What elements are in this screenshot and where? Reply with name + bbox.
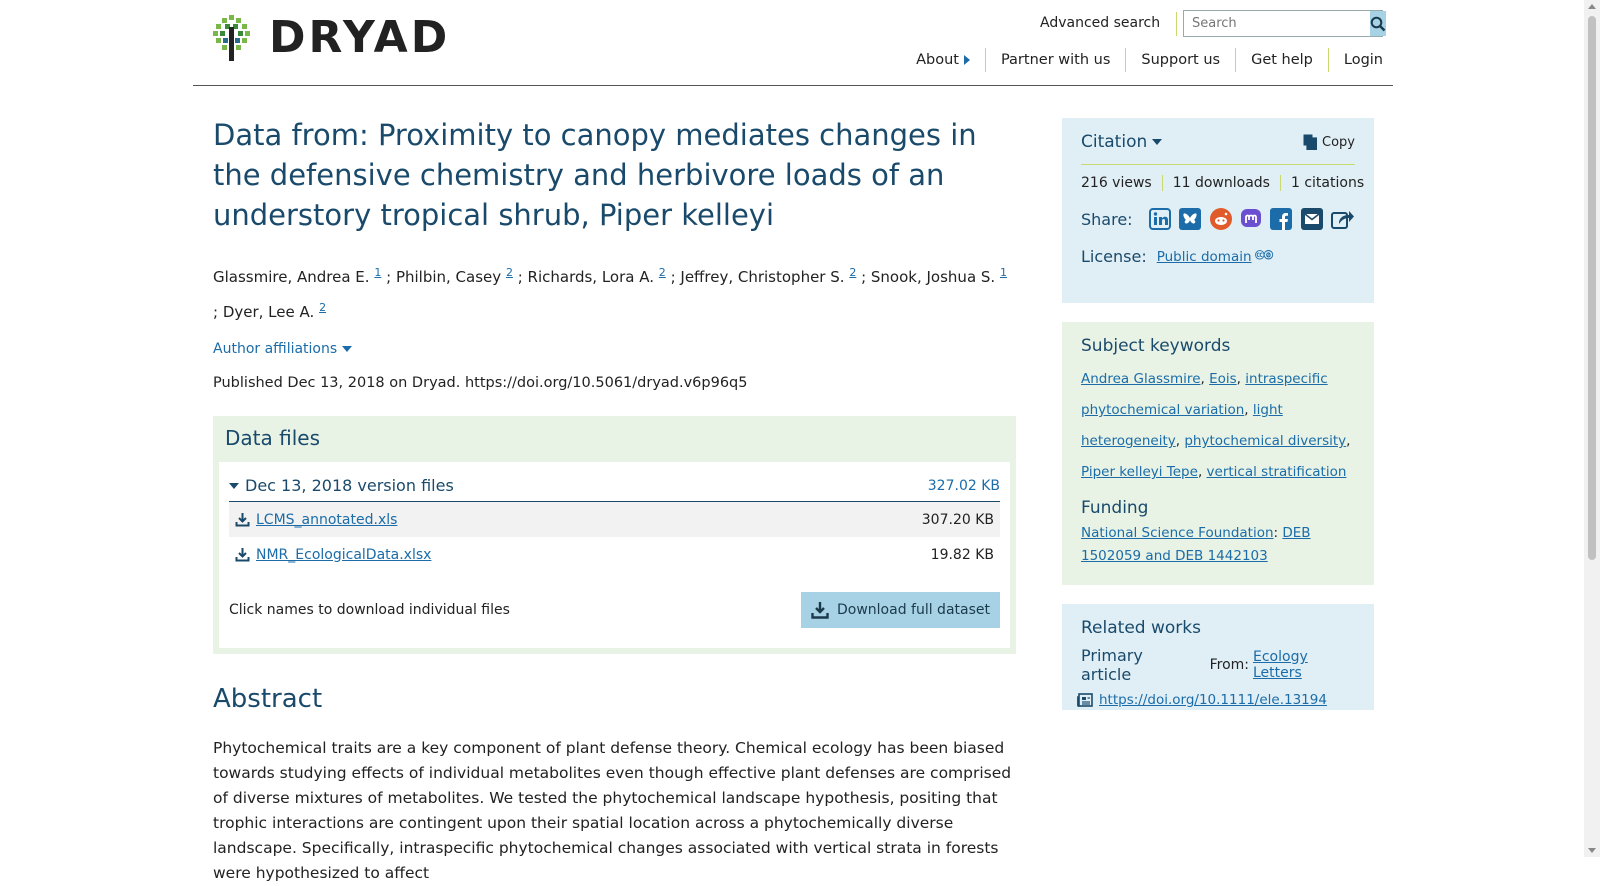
data-files-footer <box>229 592 1000 628</box>
keyword-link[interactable]: Andrea Glassmire <box>1081 371 1201 387</box>
affiliation-link[interactable]: 2 <box>849 266 857 279</box>
version-label: Dec 13, 2018 version files <box>245 476 454 495</box>
keyword-list: Andrea Glassmire, Eois, intraspecific phytochemical variation, light heterogeneity, phytochemical diversity, Piper kelleyi Tepe, vertical stratification <box>1081 371 1351 480</box>
vertical-scrollbar[interactable] <box>1584 0 1600 857</box>
affiliation-link[interactable]: 1 <box>374 266 382 279</box>
related-doi-link[interactable]: https://doi.org/10.1111/ele.13194 <box>1099 692 1327 708</box>
keywords-heading: Subject keywords <box>1081 336 1231 356</box>
author-name: Jeffrey, Christopher S. <box>680 268 845 286</box>
mastodon-icon[interactable] <box>1240 207 1262 231</box>
linkedin-icon[interactable] <box>1149 207 1171 231</box>
author-name: Snook, Joshua S. <box>870 268 996 286</box>
scroll-up-arrow-icon[interactable] <box>1588 4 1596 9</box>
license-row <box>1081 247 1355 266</box>
author-affiliations-toggle[interactable] <box>213 341 1016 357</box>
search-box <box>1183 10 1383 37</box>
data-files-heading: Data files <box>225 426 320 450</box>
download-icon <box>811 601 829 619</box>
article-icon <box>1077 693 1093 707</box>
related-doi-row <box>1077 692 1355 708</box>
license-link[interactable]: Public domain <box>1156 248 1252 265</box>
facebook-icon[interactable] <box>1270 207 1292 231</box>
file-size: 19.82 KB <box>930 546 994 563</box>
funding-info: National Science Foundation: DEB 1502059 and DEB 1442103 <box>1081 525 1311 564</box>
nav-about-label: About <box>916 52 959 68</box>
nav-partner[interactable]: Partner with us <box>986 48 1126 72</box>
citation-header <box>1081 132 1355 165</box>
related-work-type: Primary article <box>1081 646 1143 684</box>
caret-right-icon <box>964 55 970 65</box>
affiliation-link[interactable]: 2 <box>658 266 666 279</box>
citations-count: 1 citations <box>1290 175 1365 191</box>
citation-label: Citation <box>1081 132 1148 152</box>
data-files-panel <box>213 416 1016 654</box>
affiliation-link[interactable]: 2 <box>319 301 327 314</box>
email-icon[interactable] <box>1301 207 1323 231</box>
search-input[interactable] <box>1184 11 1370 36</box>
caret-down-icon <box>1152 139 1162 145</box>
related-works-heading: Related works <box>1081 618 1201 638</box>
download-hint: Click names to download individual files <box>229 602 510 618</box>
bluesky-icon[interactable] <box>1179 207 1201 231</box>
scroll-thumb[interactable] <box>1588 16 1596 560</box>
dryad-logo[interactable] <box>213 12 451 63</box>
author-name: Glassmire, Andrea E. <box>213 268 370 286</box>
logo-wordmark: DRYAD <box>269 12 451 63</box>
copy-icon <box>1303 134 1317 150</box>
publication-info: Published Dec 13, 2018 on Dryad. https://doi.org/10.5061/dryad.v6p96q5 <box>213 375 748 391</box>
from-label: From: <box>1209 657 1249 673</box>
main-nav <box>901 48 1383 72</box>
sidebar <box>1062 118 1374 710</box>
award-link[interactable]: DEB 1502059 and DEB 1442103 <box>1081 525 1311 564</box>
version-label-wrap <box>229 476 454 495</box>
file-row <box>229 537 1000 572</box>
share-row <box>1081 207 1355 231</box>
download-full-dataset-button[interactable] <box>801 592 1000 628</box>
copy-button[interactable] <box>1303 134 1355 150</box>
nav-help[interactable]: Get help <box>1236 48 1329 72</box>
version-toggle[interactable] <box>229 476 1000 502</box>
keywords-panel <box>1062 322 1374 585</box>
public-domain-icon: 🅭🄍 <box>1255 248 1273 264</box>
main-content <box>213 115 1016 886</box>
search-icon <box>1370 16 1386 32</box>
author-name: Richards, Lora A. <box>527 268 655 286</box>
file-left <box>235 512 397 528</box>
author-list: Glassmire, Andrea E. $^1$ ; Philbin, Casey $^2$ ; Richards, Lora A. $^2$ ; Jeffrey, Christopher S. $^2$ ; Snook, Joshua S. $^1$ ; Dyer, Lee A. $^2$ <box>213 266 1007 321</box>
keyword-link[interactable]: intraspecific phytochemical variation <box>1081 371 1328 418</box>
nav-login[interactable]: Login <box>1343 52 1383 68</box>
file-row <box>229 502 1000 537</box>
related-work-row <box>1081 646 1355 684</box>
downloads-count: 11 downloads <box>1163 175 1281 191</box>
keyword-link[interactable]: vertical stratification <box>1206 464 1347 480</box>
affiliation-link[interactable]: 1 <box>999 266 1007 279</box>
advanced-search-link[interactable]: Advanced search <box>1040 12 1177 36</box>
nav-about[interactable] <box>901 48 986 72</box>
author-affiliations-label: Author affiliations <box>213 341 338 357</box>
citation-toggle[interactable] <box>1081 132 1162 152</box>
dataset-title: Data from: Proximity to canopy mediates changes in the defensive chemistry and herbivore loads of an understory tropical shrub, Piper kelleyi <box>213 118 977 232</box>
keyword-link[interactable]: Piper kelleyi Tepe <box>1081 464 1198 480</box>
caret-down-icon <box>229 483 239 489</box>
download-icon <box>235 512 250 527</box>
funder-link[interactable]: National Science Foundation <box>1081 525 1274 541</box>
keyword-link[interactable]: Eois <box>1209 371 1237 387</box>
abstract-text: Phytochemical traits are a key component of plant defense theory. Chemical ecology has been biased towards studying effects of individual metabolites even though effective plant defenses are comprised of diverse mixtures of metabolites. We tested the phytochemical landscape hypothesis, positing that trophic interactions are contingent upon their spatial location across a phytochemically diverse landscape. Specifically, intraspecific phytochemical changes associated with vertical strata in forests were hypothesized to affect <box>213 739 1012 882</box>
page-container <box>193 0 1393 882</box>
reddit-icon[interactable] <box>1209 207 1231 231</box>
download-full-dataset-label: Download full dataset <box>836 602 990 618</box>
affiliation-link[interactable]: 2 <box>505 266 513 279</box>
copy-label: Copy <box>1322 134 1355 150</box>
nav-support[interactable]: Support us <box>1126 48 1236 72</box>
license-label: License: <box>1081 247 1147 266</box>
tree-logo-icon <box>213 15 251 61</box>
file-link[interactable]: LCMS_annotated.xls <box>256 511 398 528</box>
views-count: 216 views <box>1081 175 1163 191</box>
search-button[interactable] <box>1370 11 1386 36</box>
funding-heading: Funding <box>1081 498 1149 518</box>
author-name: Philbin, Casey <box>395 268 502 286</box>
journal-link[interactable]: Ecology Letters <box>1253 649 1308 681</box>
file-left <box>235 547 431 563</box>
keyword-link[interactable]: phytochemical diversity <box>1184 433 1347 449</box>
site-header <box>193 0 1393 86</box>
author-name: Dyer, Lee A. <box>222 303 315 321</box>
caret-down-icon <box>342 346 352 352</box>
scroll-down-arrow-icon[interactable] <box>1588 848 1596 853</box>
version-size: 327.02 KB <box>927 477 1000 494</box>
keyword-link[interactable]: light heterogeneity <box>1081 402 1283 449</box>
file-link[interactable]: NMR_EcologicalData.xlsx <box>256 546 432 563</box>
related-works-panel <box>1062 604 1374 710</box>
file-size: 307.20 KB <box>921 511 994 528</box>
download-icon <box>235 547 250 562</box>
share-label: Share: <box>1081 209 1133 229</box>
citation-panel <box>1062 118 1374 303</box>
share-icon[interactable] <box>1331 207 1355 231</box>
abstract-heading: Abstract <box>213 684 323 714</box>
data-files-list <box>219 462 1010 648</box>
metrics-row <box>1081 165 1365 201</box>
